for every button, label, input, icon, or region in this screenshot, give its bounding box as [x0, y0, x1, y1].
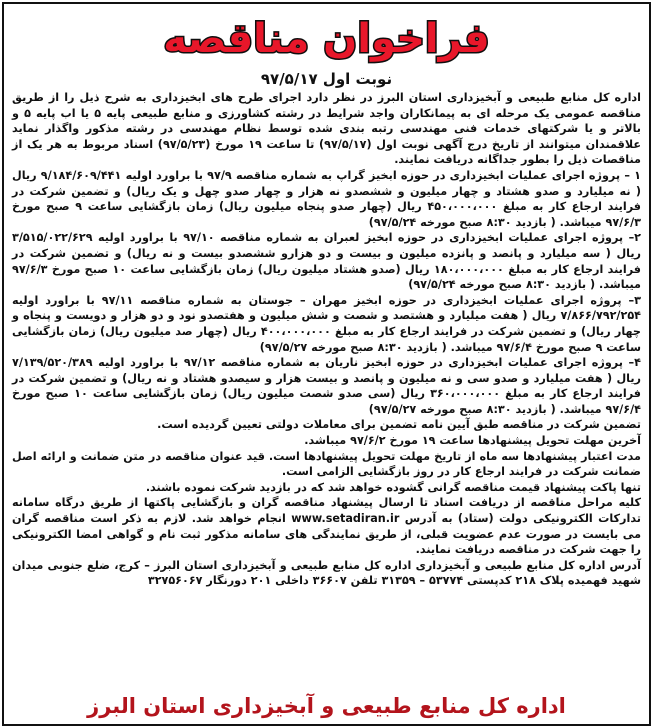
validity-note: مدت اعتبار پیشنهادها سه ماه از تاریخ مهلت تحویل پیشنهادها است. قید عنوان مناقصه در متن ضمانت و ارائه اصل ضمانت شرکت در فرایند ارجاع کار در روز بازگشایی الزامی است. — [12, 449, 641, 479]
tender-item: ۴– پروژه اجرای عملیات ابخیزداری در حوزه ابخیز ناریان به شماره مناقصه ۹۷/۱۲ با براورد اولیه ۷/۱۳۹/۵۲۰/۳۸۹ ریال ( هفت میلیارد و صدو سی و نه میلیون و پانصد و بیست هزار و سیصدو هشتاد و نه ریال) و تضمین شرکت در فرایند ارجاع کار به مبلغ ۳۶۰،۰۰۰،۰۰۰ ریال (سی صدو شصت میلیون ریال) زمان بازگشایی ساعت ۱۰ صبح مورخ ۹۷/۶/۴ میباشد. ( بازدید ۸:۳۰ صبح مورخه ۹۷/۵/۲۷) — [12, 356, 641, 416]
tender-item: ۲– پروژه اجرای عملیات ابخیزداری در حوزه ابخیز لعبران به شماره مناقصه ۹۷/۱۰ با براورد اولیه ۳/۵۱۵/۰۲۲/۶۲۹ ریال ( سه میلیارد و پانصد و پانزده میلیون و بیست و دو هزارو ششصدو بیست و نه ریال) و تضمین شرکت در فرایند ارجاع کار به مبلغ ۱۸۰،۰۰۰،۰۰۰ ریال (صدو هشتاد میلیون ریال) زمان بازگشایی ساعت ۱۰ صبح مورخ ۹۷/۶/۳ میباشد. ( بازدید ۸:۳۰ صبح مورخه ۹۷/۵/۲۴) — [12, 231, 642, 292]
intro-paragraph: اداره کل منابع طبیعی و آبخیزداری استان البرز در نظر دارد اجرای طرح های ابخیزداری به شرح ذیل را از طریق مناقصه عمومی یک مرحله ای به پیمانکاران واجد شرایط در رشته کشاورزی و منابع طبیعی پایه ۵ یا اب پایه ۵ و بالاتر و یا شرکتهای خدمات فنی مهندسی رتبه بندی شده توسط نظام مهندسی در رشته مذکور واگذار نماید علاقمندان میتوانند از تاریخ درج آگهی نوبت اول (۹۷/۵/۱۷) تا ساعت ۱۹ مورخ (۹۷/۵/۲۳) اسناد مربوط به هر یک از مناقصات ذیل را بطور جداگانه دریافت نمایند. — [12, 91, 642, 167]
deadline-note: آخرین مهلت تحویل پیشنهادها ساعت ۱۹ مورخ ۹۷/۶/۲ میباشد. — [304, 434, 641, 448]
notice-frame — [2, 2, 651, 726]
tender-item: ۱ – پروژه اجرای عملیات ابخیزداری در حوزه ابخیز گراپ به شماره مناقصه ۹۷/۹ با براورد اولیه ۹/۱۸۴/۶۰۹/۴۴۱ ریال ( نه میلیارد و صدو هشتاد و چهار میلیون و ششصدو نه هزار و چهار صدو چهل و یک ریال) و تضمین شرکت در فرایند ارجاع کار به مبلغ ۴۵۰،۰۰۰،۰۰۰ ریال (چهار صدو پنجاه میلیون ریال) زمان بازگشایی ساعت ۹ صبح مورخ ۹۷/۶/۳ میباشد. ( بازدید ۸:۳۰ صبح مورخه ۹۷/۵/۲۴) — [12, 168, 642, 229]
envelope-note: تنها پاکت پیشنهاد قیمت مناقصه گرانی گشوده خواهد شد که در بازدید شرکت نموده باشند. — [145, 480, 641, 494]
guarantee-note: تضمین شرکت در مناقصه طبق آیین نامه تضمین برای معاملات دولتی تعیین گردیده است. — [157, 418, 641, 432]
setad-note: کلیه مراحل مناقصه از دریافت اسناد تا ارسال پیشنهاد مناقصه گران و بازگشایی پاکتها از طریق درگاه سامانه تدارکات الکترونیکی دولت (ستاد) به آدرس www.setadiran.ir انجام خواهد شد. لازم به ذکر است مناقصه گران می بایست در صورت عدم عضویت قبلی، از طریق نمایندگی های سامانه مذکور ثبت نام و گواهی امضا الکترونیکی را جهت شرکت در مناقصه دریافت نمایند. — [12, 496, 641, 557]
tender-item: ۳– پروژه اجرای عملیات ابخیزداری در حوزه ابخیز مهران – جوستان به شماره مناقصه ۹۷/۱۱ با براورد اولیه ۷/۸۶۶/۷۹۲/۲۵۴ ریال ( هفت میلیارد و هشتصد و شصت و شش میلیون و هفتصدو نود و دو هزار و دویست و پنجاه و چهار ریال) و تضمین شرکت در فرایند ارجاع کار به مبلغ ۴۰۰،۰۰۰،۰۰۰ ریال (چهار صد میلیون ریال) زمان بازگشایی ساعت ۹ صبح مورخ ۹۷/۶/۴ میباشد. ( بازدید ۸:۳۰ صبح مورخه ۹۷/۵/۲۷) — [12, 293, 641, 354]
notice-round: نوبت اول ۹۷/۵/۱۷ — [260, 70, 393, 88]
page-title: فراخوان مناقصه — [163, 16, 490, 62]
address-note: آدرس اداره کل منابع طبیعی و آبخیزداری اداره کل منابع طبیعی و آبخیزداری استان البرز – کرج، ضلع جنوبی میدان شهید فهمیده پلاک ۲۱۸ کدپستی ۵۳۷۷۴ – ۳۱۳۵۹ تلفن ۳۶۶۰۷ داخلی ۲۰۱ دورنگار ۳۲۷۵۶۰۶۷ — [12, 558, 641, 588]
title-banner — [4, 10, 649, 68]
issuer-signature: اداره کل منابع طبیعی و آبخیزداری استان البرز — [87, 694, 566, 718]
notice-body — [12, 90, 641, 589]
